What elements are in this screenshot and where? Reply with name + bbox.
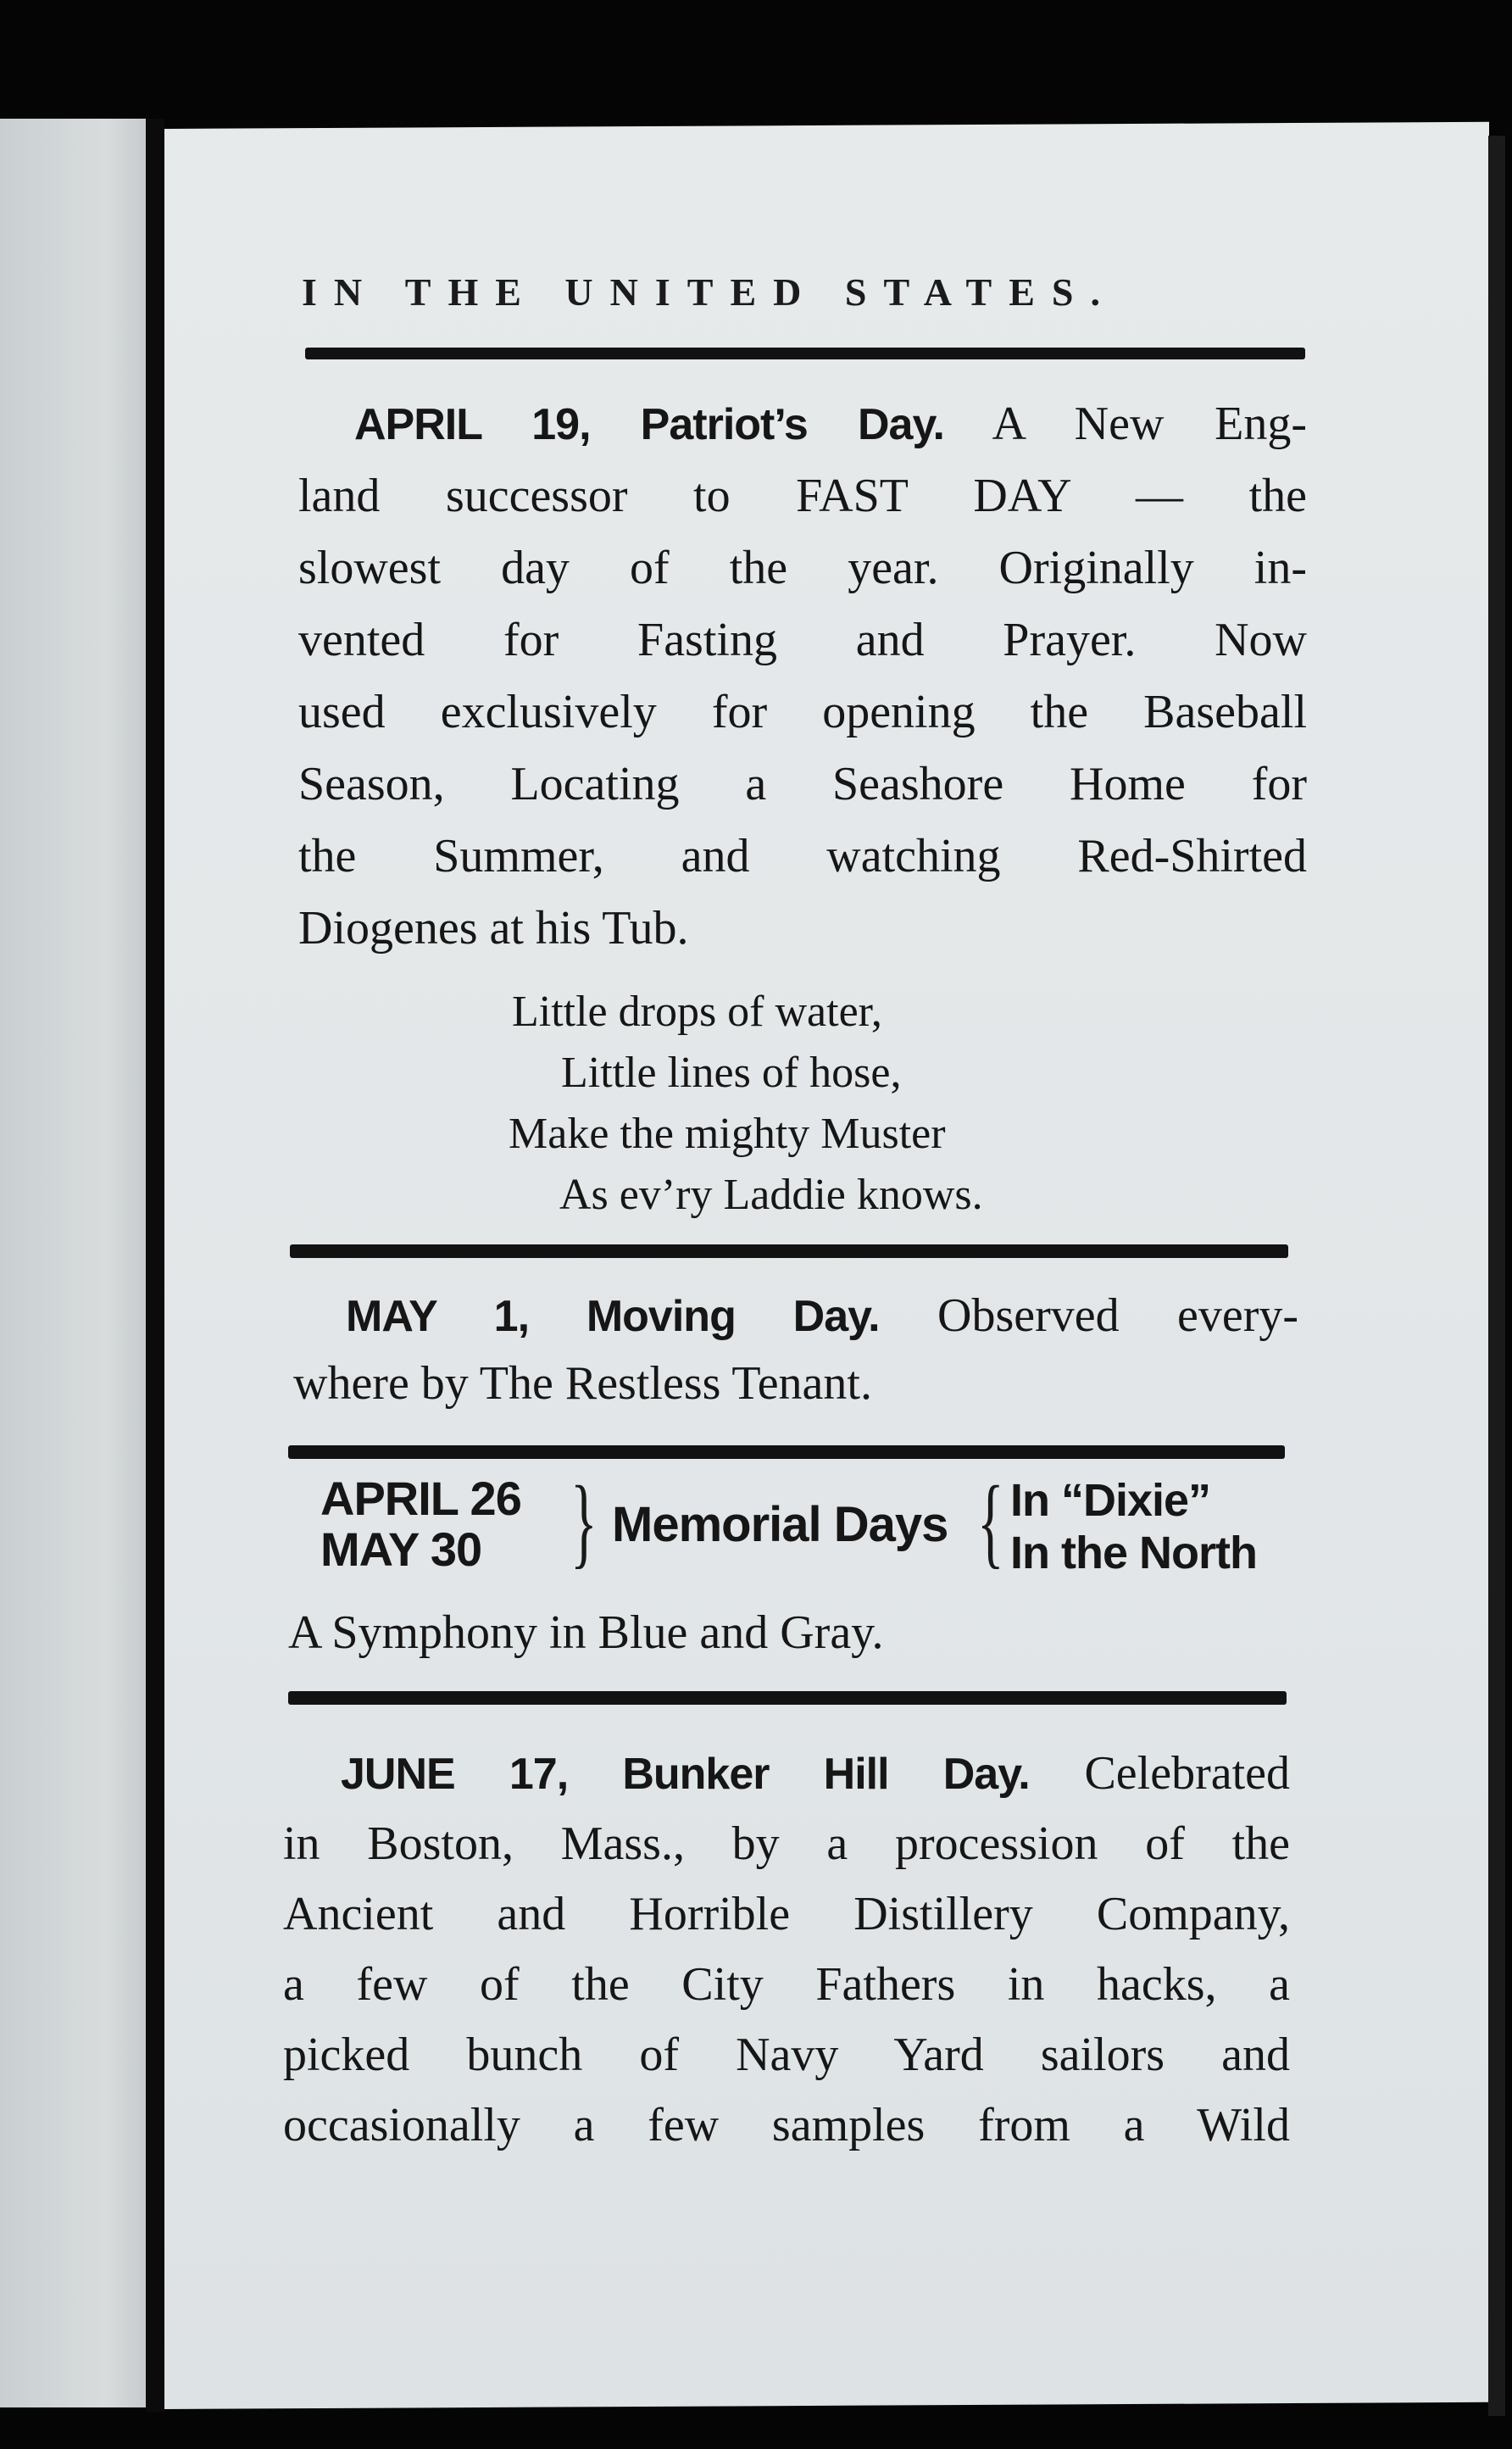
entry-line: Ancient and Horrible Distillery Company, <box>283 1888 1290 1940</box>
entry-lead: JUNE 17, Bunker Hill Day. <box>341 1750 1030 1799</box>
right-brace: } <box>570 1465 598 1578</box>
section-rule <box>290 1244 1288 1258</box>
section-rule <box>288 1691 1287 1705</box>
memorial-date: MAY 30 <box>320 1522 482 1576</box>
page-gutter <box>146 119 164 2412</box>
memorial-date: APRIL 26 <box>320 1472 521 1525</box>
memorial-region: In the North <box>1010 1528 1257 1578</box>
entry-line: slowest day of the year. Originally in- <box>298 542 1307 594</box>
section-rule <box>288 1445 1285 1459</box>
entry-text: Observed every- <box>937 1289 1298 1342</box>
page-edge-shadow <box>1488 136 1505 2416</box>
entry-line <box>354 390 1307 458</box>
entry-text: A New Eng- <box>992 398 1307 450</box>
entry-line: Diogenes at his Tub. <box>298 902 689 955</box>
entry-line: occasionally a few samples from a Wild <box>283 2099 1290 2151</box>
entry-line: a few of the City Fathers in hacks, a <box>283 1958 1290 2011</box>
verse-line: Little lines of hose, <box>561 1049 902 1097</box>
verse-line: Little drops of water, <box>512 988 882 1036</box>
entry-line: the Summer, and watching Red-Shirted <box>298 830 1307 882</box>
verse-line: Make the mighty Muster <box>509 1110 946 1158</box>
entry-lead: MAY 1, Moving Day. <box>346 1292 880 1341</box>
memorial-region: In “Dixie” <box>1010 1475 1211 1526</box>
header-rule <box>305 348 1305 359</box>
previous-page-edge <box>0 119 151 2407</box>
entry-line <box>346 1282 1298 1350</box>
entry-line: A Symphony in Blue and Gray. <box>288 1606 884 1659</box>
entry-line: picked bunch of Navy Yard sailors and <box>283 2029 1290 2081</box>
entry-line: Season, Locating a Seashore Home for <box>298 758 1307 810</box>
running-head: IN THE UNITED STATES. <box>302 270 1117 314</box>
entry-line: in Boston, Mass., by a procession of the <box>283 1817 1290 1870</box>
left-brace: { <box>976 1465 1004 1578</box>
entry-text: Celebrated <box>1084 1747 1290 1800</box>
entry-line: land successor to FAST DAY — the <box>298 470 1307 522</box>
entry-line: vented for Fasting and Prayer. Now <box>298 614 1307 666</box>
memorial-title: Memorial Days <box>612 1497 948 1552</box>
entry-line <box>341 1739 1290 1807</box>
entry-lead: APRIL 19, Patriot’s Day. <box>354 400 944 449</box>
verse-line: As ev’ry Laddie knows. <box>559 1171 983 1219</box>
entry-line: used exclusively for opening the Baseball <box>298 686 1307 738</box>
entry-line: where by The Restless Tenant. <box>293 1357 872 1410</box>
